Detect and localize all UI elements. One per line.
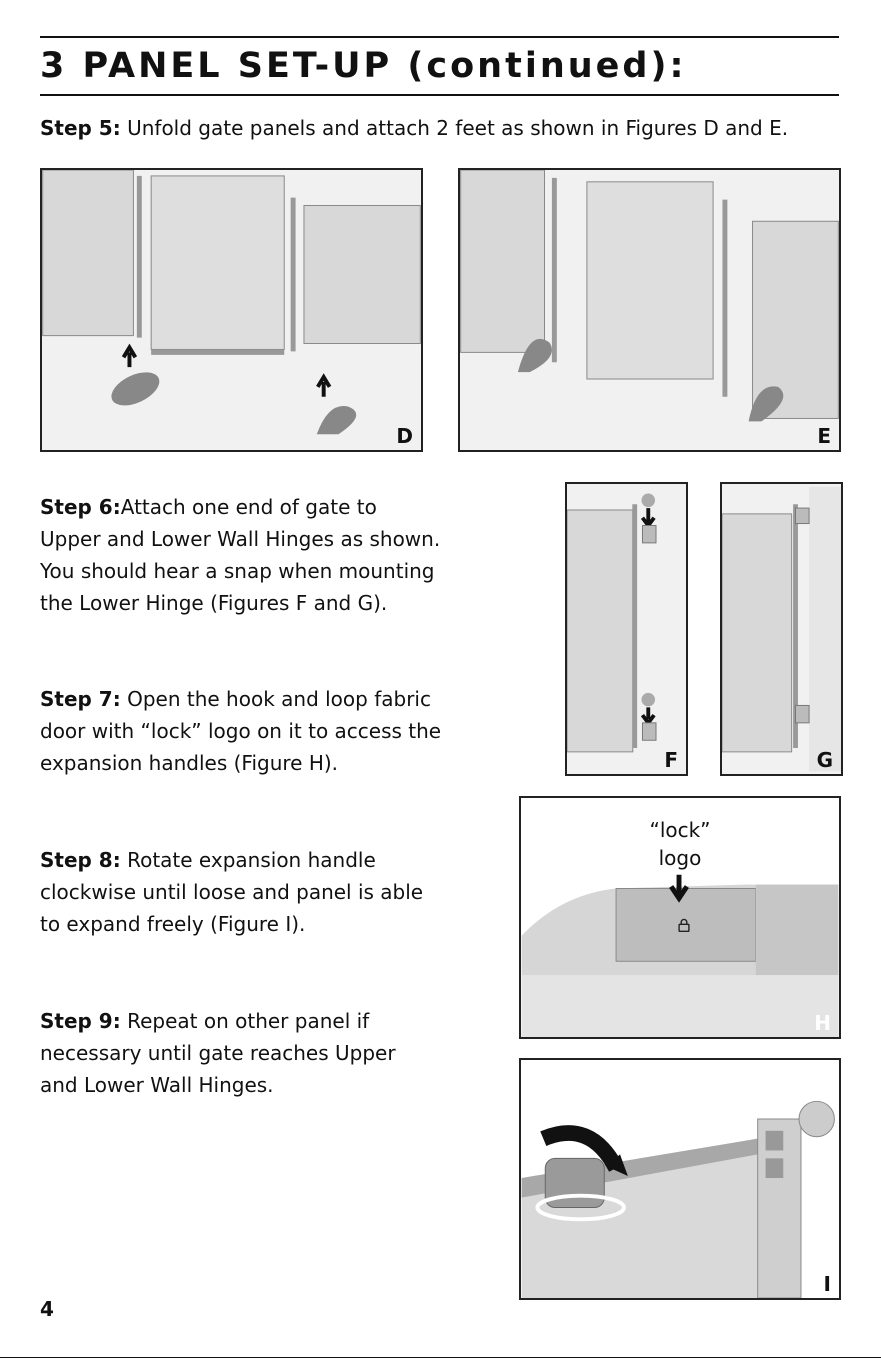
step-9-label: Step 9: <box>40 1009 121 1033</box>
step-9-line2: necessary until gate reaches Upper <box>40 1041 396 1065</box>
step-8-line3: to expand freely (Figure I). <box>40 912 306 936</box>
figure-g-label: G <box>816 748 833 772</box>
bottom-rule <box>0 1357 881 1358</box>
step-8-label: Step 8: <box>40 848 121 872</box>
figure-g-illustration <box>722 484 841 774</box>
step-9-line3: and Lower Wall Hinges. <box>40 1073 274 1097</box>
page-title: 3 PANEL SET-UP (continued): <box>40 46 687 86</box>
step-8-text: Rotate expansion handle <box>120 848 376 872</box>
figure-e-label: E <box>817 424 831 448</box>
figure-g <box>720 482 843 776</box>
step-7-line3: expansion handles (Figure H). <box>40 751 339 775</box>
step-7-label: Step 7: <box>40 687 121 711</box>
step-7 <box>40 683 510 779</box>
step-6-text: Attach one end of gate to <box>120 495 377 519</box>
figure-d-illustration <box>42 170 421 450</box>
figure-h-caption-line2: logo <box>658 846 702 870</box>
title-rule-top <box>40 36 839 38</box>
page-number: 4 <box>40 1297 54 1321</box>
step-8 <box>40 844 510 940</box>
lock-icon <box>677 918 691 932</box>
figure-d-label: D <box>396 424 413 448</box>
figure-h <box>519 796 841 1039</box>
figure-e <box>458 168 841 452</box>
figure-h-label: H <box>814 1011 831 1035</box>
figure-f-illustration <box>567 484 686 774</box>
step-9-text: Repeat on other panel if <box>120 1009 370 1033</box>
step-9 <box>40 1005 510 1101</box>
step-6-label: Step 6: <box>40 495 121 519</box>
step-6 <box>40 491 510 619</box>
step-7-line2: door with “lock” logo on it to access the <box>40 719 442 743</box>
step-5 <box>40 112 788 144</box>
step-6-line3: You should hear a snap when mounting <box>40 559 435 583</box>
step-6-line4: the Lower Hinge (Figures F and G). <box>40 591 388 615</box>
figure-f-label: F <box>664 748 678 772</box>
figure-i <box>519 1058 841 1300</box>
step-5-label: Step 5: <box>40 116 121 140</box>
step-5-text: Unfold gate panels and attach 2 feet as shown in Figures D and E. <box>120 116 789 140</box>
figure-h-caption <box>521 816 839 872</box>
figure-h-caption-line1: “lock” <box>649 818 711 842</box>
step-6-line2: Upper and Lower Wall Hinges as shown. <box>40 527 441 551</box>
figure-e-illustration <box>460 170 839 450</box>
step-8-line2: clockwise until loose and panel is able <box>40 880 424 904</box>
step-7-text: Open the hook and loop fabric <box>120 687 431 711</box>
figure-d <box>40 168 423 452</box>
figure-f <box>565 482 688 776</box>
figure-i-label: I <box>823 1272 831 1296</box>
figure-i-illustration <box>521 1060 839 1298</box>
title-rule-bottom <box>40 94 839 96</box>
